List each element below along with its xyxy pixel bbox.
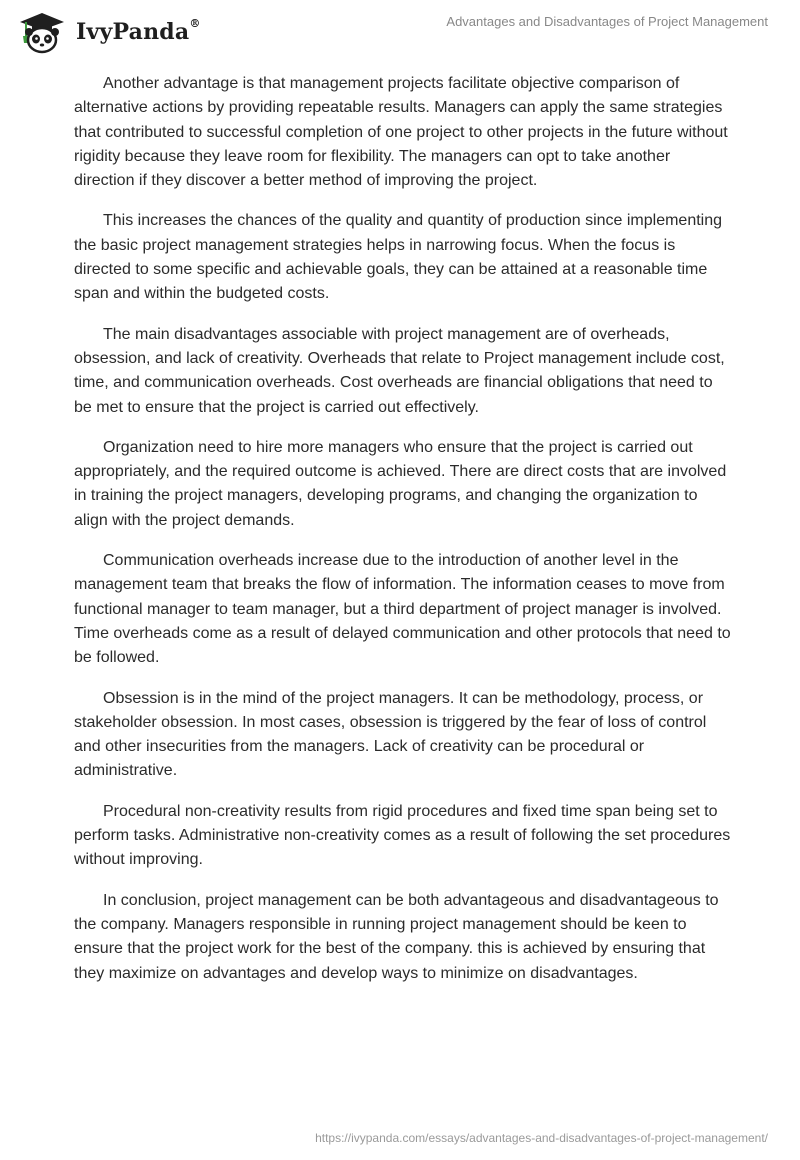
essay-paragraph: The main disadvantages associable with project management are of overheads, obsession, and lack of creativity. Overheads that relate to Project management include cost, time, and communication overheads. Cost overheads are financial obligations that need to be met to ensure that the project is carried out effectively. bbox=[74, 325, 725, 416]
essay-body bbox=[74, 72, 734, 1002]
source-url-link[interactable]: https://ivypanda.com/essays/advantages-and-disadvantages-of-project-management/ bbox=[315, 1131, 768, 1145]
essay-paragraph: Another advantage is that management projects facilitate objective comparison of alternative actions by providing repeatable results. Managers can apply the same strategies that contributed to successful completion of one project to other projects in the future without rigidity because they leave room for flexibility. The managers can opt to take another direction if they discover a better method of improving the project. bbox=[74, 75, 728, 190]
essay-paragraph: Organization need to hire more managers who ensure that the project is carried out appropriately, and the required outcome is achieved. There are direct costs that are involved in training the project managers, developing programs, and changing the organization to align with the project demands. bbox=[74, 438, 727, 529]
essay-paragraph: This increases the chances of the quality and quantity of production since implementing the basic project management strategies helps in narrowing focus. When the focus is directed to some specific and achievable goals, they can be attained at a reasonable time span and within the budgeted costs. bbox=[74, 212, 723, 303]
essay-paragraph: Communication overheads increase due to the introduction of another level in the management team that breaks the flow of information. The information ceases to move from functional manager to team manager, but a third department of project manager is involved. Time overheads come as a result of delayed communication and other protocols that need to be followed. bbox=[74, 552, 731, 667]
ivypanda-logo[interactable] bbox=[14, 10, 201, 54]
panda-graduate-icon bbox=[14, 10, 70, 54]
essay-paragraph: Procedural non-creativity results from rigid procedures and fixed time span being set to perform tasks. Administrative non-creativity comes as a result of following the set procedures without improving. bbox=[74, 802, 731, 869]
essay-paragraph: Obsession is in the mind of the project managers. It can be methodology, process, or stakeholder obsession. In most cases, obsession is triggered by the fear of loss of control and other insecurities from the managers. Lack of creativity can be procedural or administrative. bbox=[74, 689, 707, 780]
brand-name: IvyPanda® bbox=[76, 16, 201, 45]
essay-paragraph: In conclusion, project management can be both advantageous and disadvantageous to the company. Managers responsible in running project management should be keen to ensure that the project work for the best of the company. this is achieved by ensuring that they maximize on advantages and develop ways to minimize on disadvantages. bbox=[74, 891, 719, 982]
document-title: Advantages and Disadvantages of Project Management bbox=[446, 14, 768, 29]
page-header bbox=[0, 0, 800, 60]
